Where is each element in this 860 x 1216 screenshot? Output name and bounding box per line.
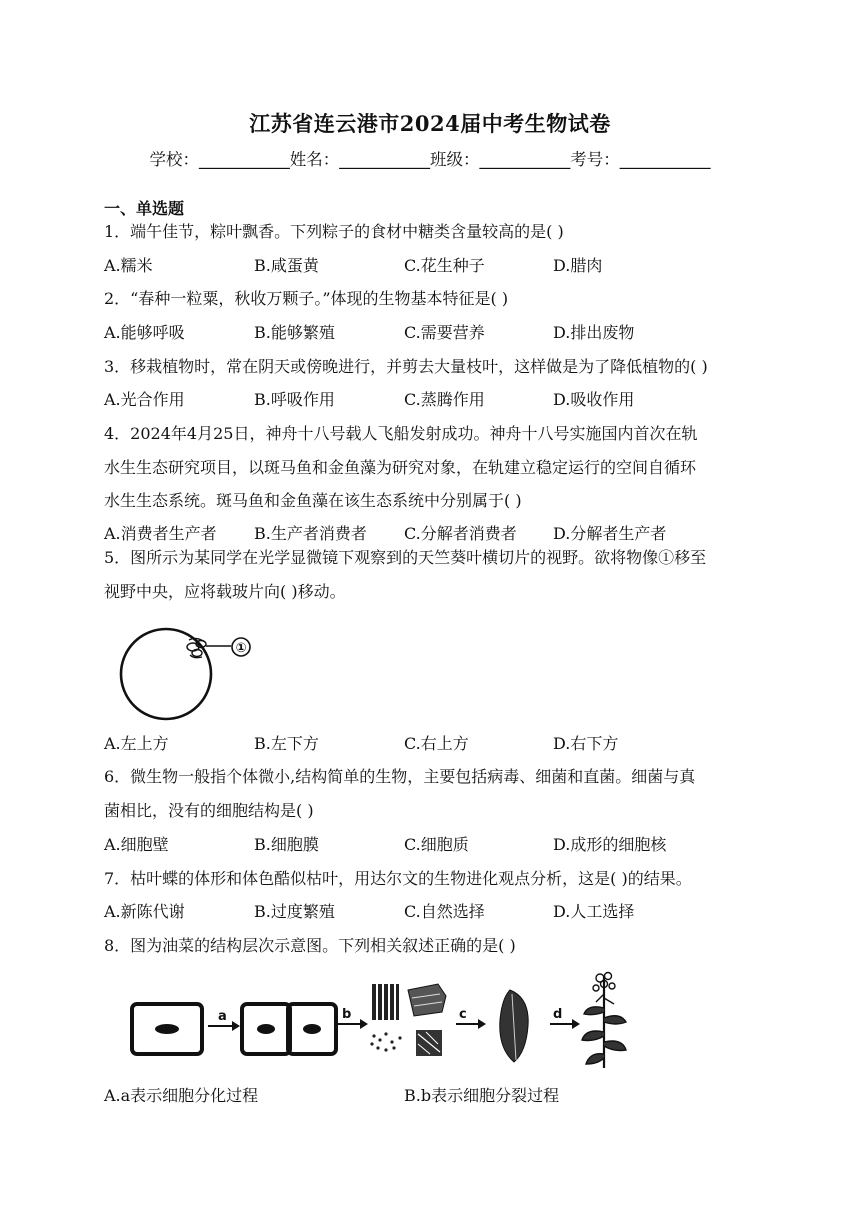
question-1-option-b[interactable]: B.咸蛋黄 <box>254 256 319 275</box>
student-info-line: 学校：___________姓名：___________班级：___________考号：___________ <box>149 150 711 169</box>
tissues-image <box>370 984 446 1056</box>
arrow-b <box>338 1007 368 1029</box>
question-4-stem-line-3: 水生生态系统。斑马鱼和金鱼藻在该生态系统中分别属于( ) <box>104 491 522 510</box>
question-6-stem-line-2: 菌相比，没有的细胞结构是( ) <box>104 801 314 820</box>
arrow-a <box>208 1009 240 1031</box>
question-4-option-d[interactable]: D.分解者生产者 <box>553 524 667 543</box>
arrow-b-label: b <box>342 1007 352 1022</box>
section-heading: 一、单选题 <box>104 199 185 218</box>
arrow-c <box>456 1007 486 1029</box>
question-8-option-a[interactable]: A.a表示细胞分化过程 <box>104 1086 259 1105</box>
question-5-option-d[interactable]: D.右下方 <box>553 734 619 753</box>
divided-cells-image <box>242 1004 336 1054</box>
question-3-option-a[interactable]: A.光合作用 <box>104 390 185 409</box>
question-2-option-d[interactable]: D.排出废物 <box>553 323 635 342</box>
question-8-stem: 8．图为油菜的结构层次示意图。下列相关叙述正确的是( ) <box>104 936 516 955</box>
page-title: 江苏省连云港市2024届中考生物试卷 <box>249 111 611 136</box>
microscope-field-figure <box>110 622 270 724</box>
question-1-option-d[interactable]: D.腊肉 <box>553 256 603 275</box>
question-1-option-a[interactable]: A.糯米 <box>104 256 153 275</box>
question-4-stem-line-2: 水生生态研究项目，以斑马鱼和金鱼藻为研究对象，在轨建立稳定运行的空间自循环 <box>104 458 697 477</box>
question-7-option-d[interactable]: D.人工选择 <box>553 902 635 921</box>
question-4-option-c[interactable]: C.分解者消费者 <box>404 524 517 543</box>
question-3-option-d[interactable]: D.吸收作用 <box>553 390 635 409</box>
question-5-option-a[interactable]: A.左上方 <box>104 734 169 753</box>
question-2-option-b[interactable]: B.能够繁殖 <box>254 323 335 342</box>
question-6-option-a[interactable]: A.细胞壁 <box>104 835 169 854</box>
question-5-option-b[interactable]: B.左下方 <box>254 734 319 753</box>
question-7-option-c[interactable]: C.自然选择 <box>404 902 485 921</box>
question-6-option-d[interactable]: D.成形的细胞核 <box>553 835 667 854</box>
arrow-d-label: d <box>553 1007 563 1022</box>
question-3-option-b[interactable]: B.呼吸作用 <box>254 390 335 409</box>
question-6-stem-line-1: 6．微生物一般指个体微小,结构简单的生物，主要包括病毒、细菌和直菌。细菌与真 <box>104 767 696 786</box>
question-7-option-b[interactable]: B.过度繁殖 <box>254 902 335 921</box>
question-4-stem-line-1: 4．2024年4月25日，神舟十八号载人飞船发射成功。神舟十八号实施国内首次在轨 <box>104 424 698 443</box>
question-3-option-c[interactable]: C.蒸腾作用 <box>404 390 485 409</box>
object-1-label: ① <box>235 641 247 656</box>
question-1-option-c[interactable]: C.花生种子 <box>404 256 485 275</box>
question-5-stem-line-2: 视野中央，应将载玻片向( )移动。 <box>104 582 346 601</box>
question-5-option-c[interactable]: C.右上方 <box>404 734 469 753</box>
question-3-stem: 3．移栽植物时，常在阴天或傍晚进行，并剪去大量枝叶，这样做是为了降低植物的( ) <box>104 357 708 376</box>
question-1-stem: 1．端午佳节，粽叶飘香。下列粽子的食材中糖类含量较高的是( ) <box>104 222 564 241</box>
question-7-option-a[interactable]: A.新陈代谢 <box>104 902 185 921</box>
field-of-view-circle <box>121 629 211 719</box>
question-4-option-b[interactable]: B.生产者消费者 <box>254 524 367 543</box>
arrow-d <box>550 1007 580 1029</box>
question-4-option-a[interactable]: A.消费者生产者 <box>104 524 217 543</box>
leaf-organ-image <box>500 990 528 1062</box>
question-2-option-c[interactable]: C.需要营养 <box>404 323 485 342</box>
question-7-stem: 7．枯叶蝶的体形和体色酷似枯叶，用达尔文的生物进化观点分析，这是( )的结果。 <box>104 869 692 888</box>
rapeseed-plant-image <box>582 973 626 1069</box>
arrow-c-label: c <box>459 1007 467 1022</box>
question-2-stem: 2．“春种一粒粟，秋收万颗子。”体现的生物基本特征是( ) <box>104 289 509 308</box>
single-cell-image <box>132 1004 202 1054</box>
arrow-a-label: a <box>218 1009 227 1024</box>
question-8-option-b[interactable]: B.b表示细胞分裂过程 <box>404 1086 560 1105</box>
question-2-option-a[interactable]: A.能够呼吸 <box>104 323 185 342</box>
question-6-option-b[interactable]: B.细胞膜 <box>254 835 319 854</box>
rapeseed-structure-levels-figure <box>126 968 646 1076</box>
question-5-stem-line-1: 5．图所示为某同学在光学显微镜下观察到的天竺葵叶横切片的视野。欲将物像①移至 <box>104 548 707 567</box>
question-6-option-c[interactable]: C.细胞质 <box>404 835 469 854</box>
